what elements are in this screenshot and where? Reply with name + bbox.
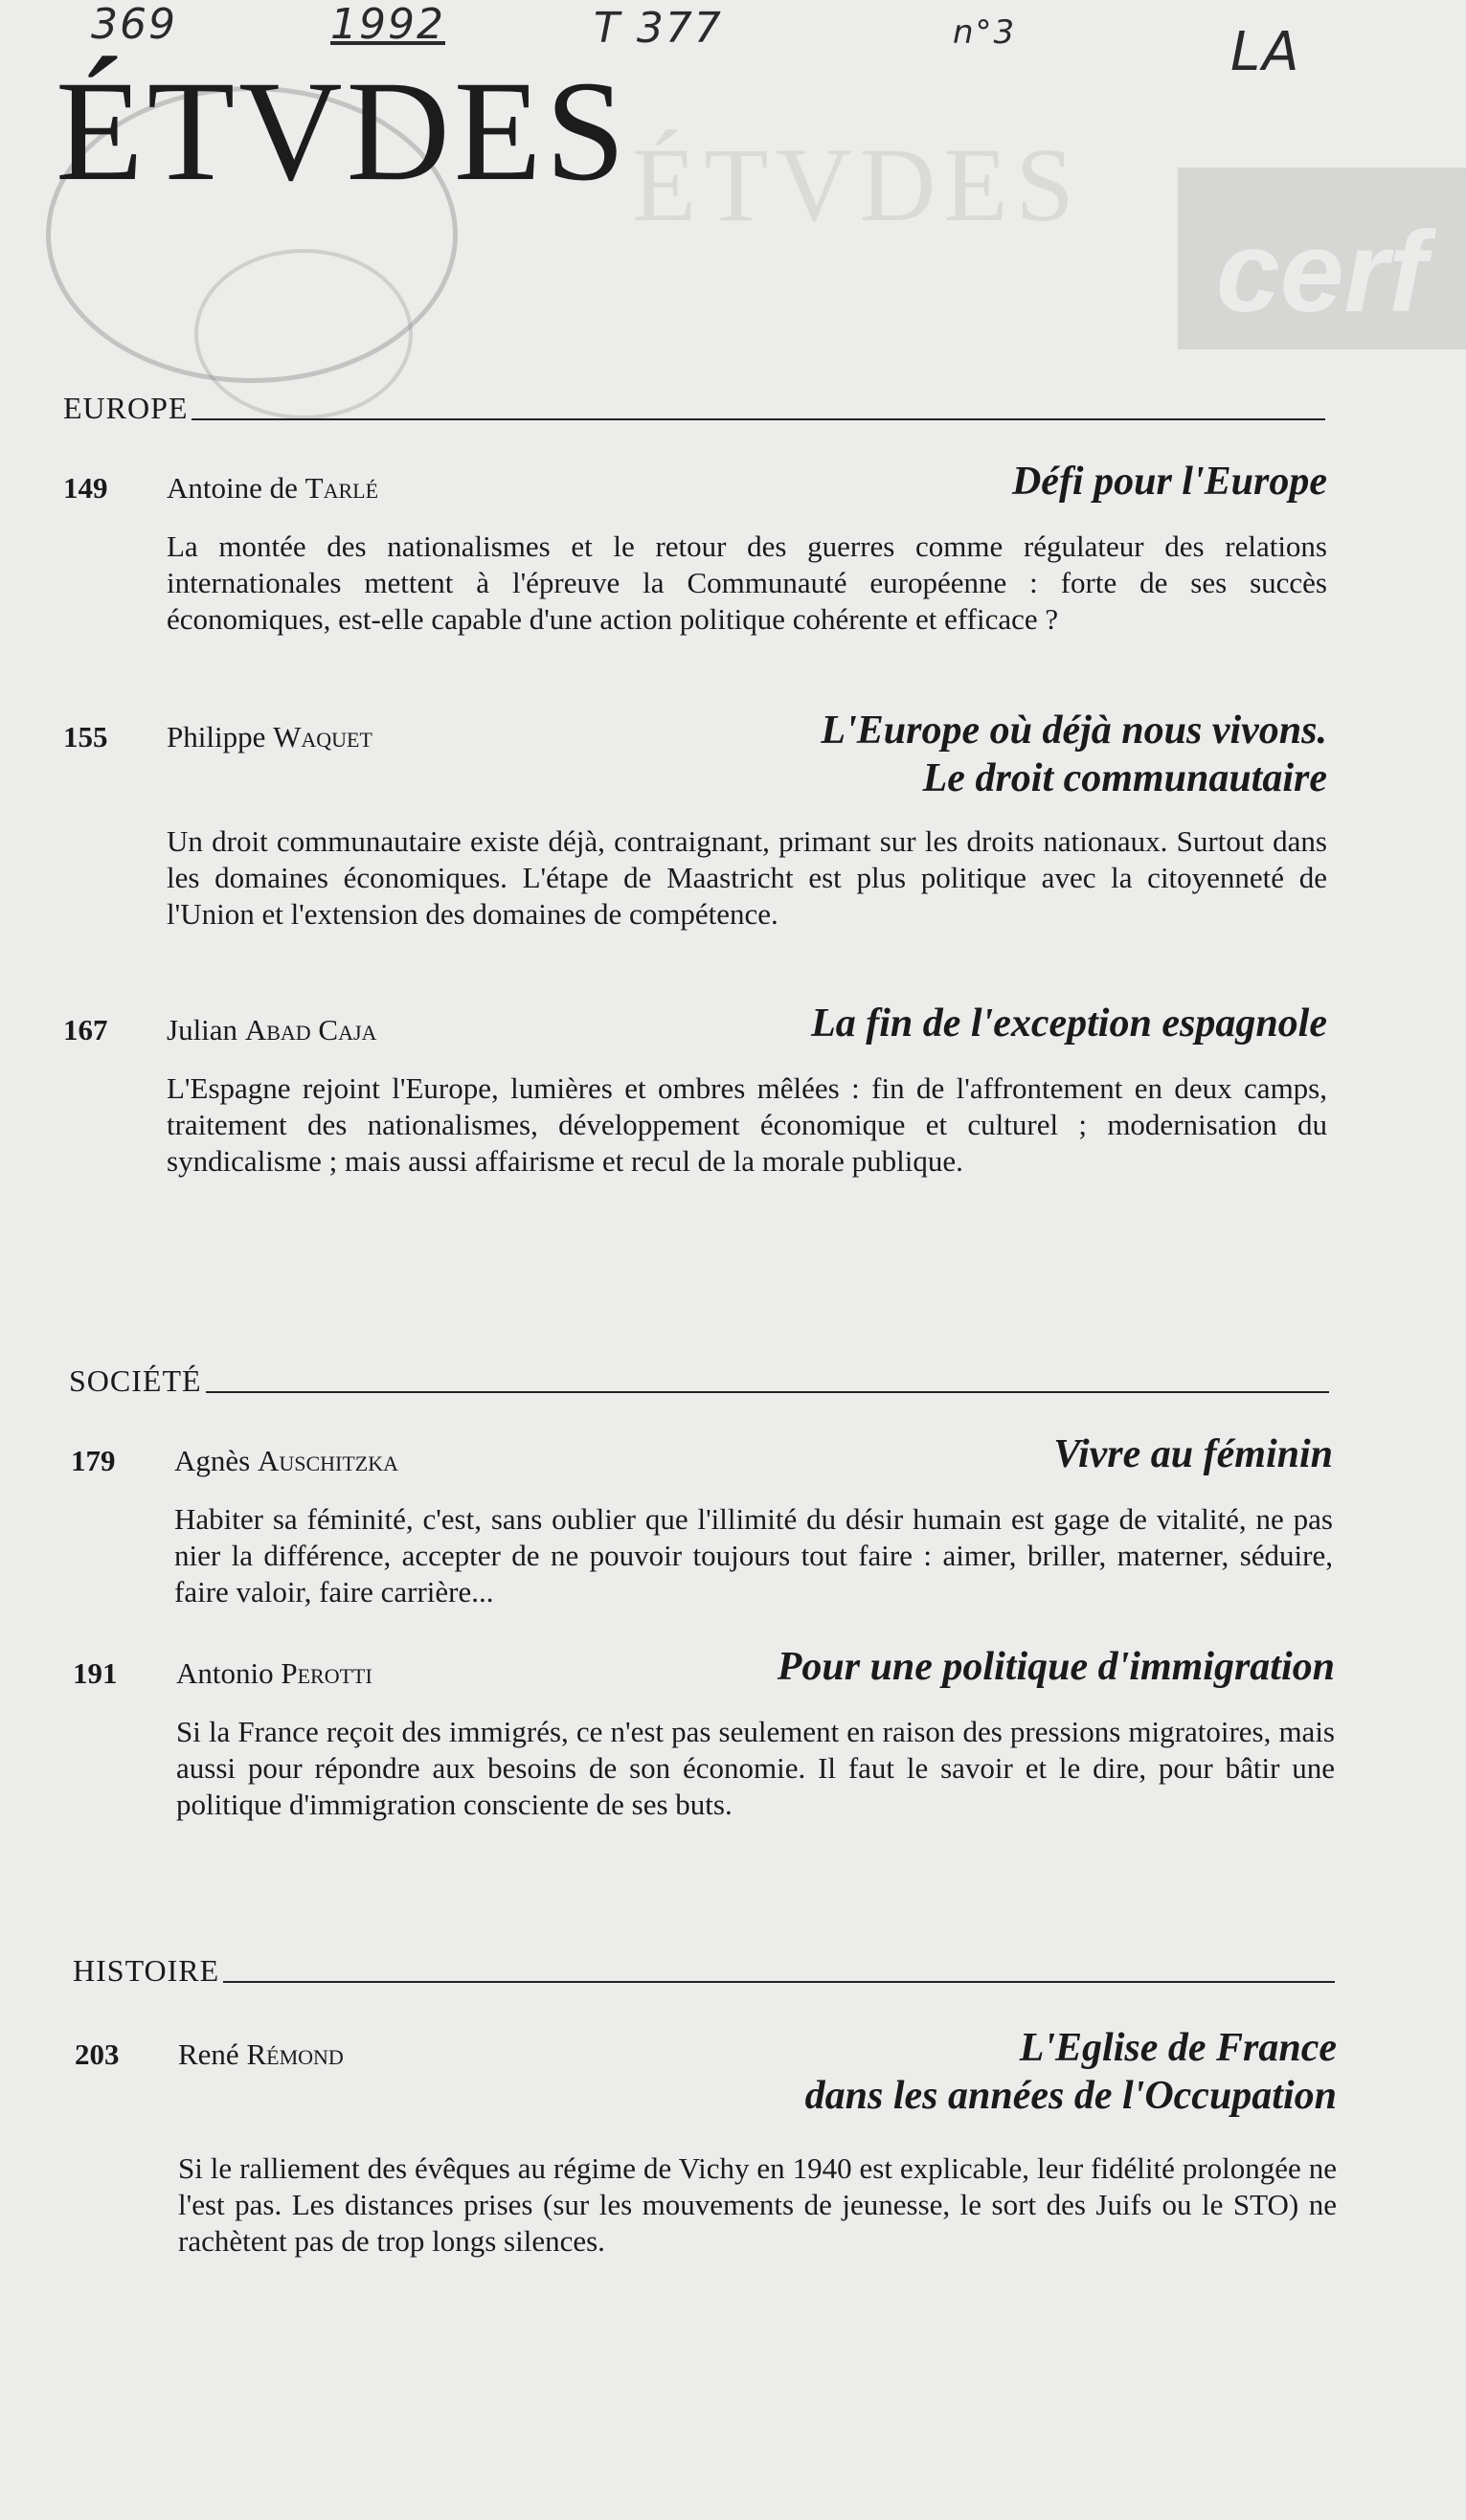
article-title	[811, 1000, 1327, 1047]
author-last: Perotti	[281, 1656, 372, 1690]
section-header-societe	[69, 1363, 1329, 1399]
section-label: SOCIÉTÉ	[69, 1363, 202, 1398]
author-first: Antonio	[176, 1656, 282, 1690]
article-summary: Si la France reçoit des immigrés, ce n'est pas seulement en raison des pressions migratoires, mais aussi pour répondre aux besoins de son économie. Il faut le savoir et le dire, pour bâtir une politique d'immigration consciente de ses buts.	[176, 1715, 1335, 1821]
section-header-europe	[63, 391, 1325, 426]
article-summary: Un droit communautaire existe déjà, contraignant, primant sur les droits nationaux. Surtout dans les domaines économiques. L'étape de Maastricht est plus politique avec la citoyenneté de l'Union et l'extension des domaines de compétence.	[167, 824, 1327, 931]
author-last: Tarlé	[304, 471, 379, 505]
author-last: Rémond	[246, 2037, 344, 2071]
article-summary: L'Espagne rejoint l'Europe, lumières et ombres mêlées : fin de l'affrontement en deux camps, traitement des nationalismes, développement économique et culturel ; modernisation du syndicalisme ; mais aussi affairisme et recul de la morale publique.	[167, 1071, 1327, 1178]
author-first: René	[178, 2037, 247, 2071]
article-summary: Si le ralliement des évêques au régime de Vichy en 1940 est explicable, leur fidélité prolongée ne l'est pas. Les distances prises (sur les mouvements de jeunesse, le sort des Juifs ou le STO) ne rachètent pas de trop longs silences.	[178, 2151, 1337, 2258]
article-title	[821, 707, 1327, 802]
author-first: Agnès	[174, 1444, 258, 1477]
toc-entry	[73, 1645, 1335, 1823]
author-name	[167, 1013, 376, 1047]
page-number: 155	[63, 720, 108, 754]
section-rule	[192, 418, 1325, 420]
page-number: 179	[71, 1444, 116, 1477]
article-title	[1012, 458, 1327, 506]
section-label: HISTOIRE	[73, 1953, 220, 1988]
handwritten-note-4: n°3	[953, 13, 1017, 52]
handwritten-note-1: 369	[91, 0, 177, 49]
section-header-histoire	[73, 1953, 1335, 1989]
title-line-1: Vivre au féminin	[1053, 1432, 1333, 1476]
article-summary: La montée des nationalismes et le retour des guerres comme régulateur des relations internationales mettent à l'épreuve la Communauté européenne : forte de ses succès économiques, est-elle capable d'une action politique cohérente et efficace ?	[167, 529, 1327, 636]
title-line-2: dans les années de l'Occupation	[804, 2074, 1337, 2118]
title-line-1: Défi pour l'Europe	[1011, 460, 1327, 504]
toc-entry	[71, 1432, 1333, 1610]
article-title	[778, 1643, 1335, 1691]
section-label: EUROPE	[63, 391, 189, 425]
author-name	[167, 471, 378, 506]
article-title	[805, 2024, 1337, 2120]
author-name	[178, 2037, 344, 2072]
author-last: Auschitzka	[257, 1444, 399, 1477]
toc-entry	[63, 709, 1327, 933]
author-last: Waquet	[273, 720, 372, 754]
section-rule	[223, 1981, 1335, 1983]
title-line-1: L'Eglise de France	[1019, 2026, 1337, 2070]
bleed-through-logo: cerf	[1216, 208, 1428, 336]
title-line-2: Le droit communautaire	[922, 756, 1327, 800]
title-line-1: La fin de l'exception espagnole	[811, 1001, 1327, 1046]
journal-masthead: ÉTVDES	[56, 52, 629, 211]
toc-entry	[63, 1001, 1327, 1180]
page-number: 203	[75, 2037, 120, 2071]
toc-entry	[75, 2026, 1337, 2260]
handwritten-note-3: T 377	[594, 4, 723, 53]
page-number: 191	[73, 1656, 118, 1690]
bleed-through-title: ÉTVDES	[632, 126, 1082, 243]
article-summary: Habiter sa féminité, c'est, sans oublier que l'illimité du désir humain est gage de vitalité, ne pas nier la différence, accepter de ne pouvoir toujours tout faire : aimer, briller, materner, séduire, faire valoir, faire carrière...	[174, 1502, 1333, 1609]
author-name	[176, 1656, 372, 1691]
author-name	[174, 1444, 398, 1478]
handwritten-note-2: 1992	[330, 0, 445, 49]
author-first: Julian	[167, 1013, 245, 1046]
title-line-1: Pour une politique d'immigration	[777, 1645, 1335, 1689]
toc-entry	[63, 460, 1327, 638]
author-first: Antoine de	[167, 471, 305, 505]
page-number: 149	[63, 471, 108, 505]
title-line-1: L'Europe où déjà nous vivons.	[821, 709, 1327, 753]
article-title	[1053, 1430, 1333, 1478]
author-name	[167, 720, 372, 754]
section-rule	[206, 1391, 1329, 1393]
handwritten-note-5: LA	[1230, 21, 1301, 83]
author-last: Abad Caja	[244, 1013, 377, 1046]
page-number: 167	[63, 1013, 108, 1046]
author-first: Philippe	[167, 720, 274, 754]
